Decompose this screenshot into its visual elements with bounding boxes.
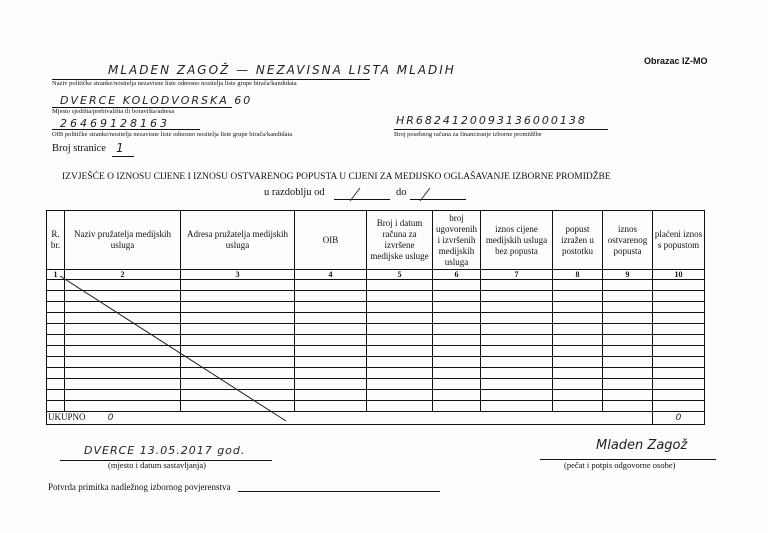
col-number: 9 xyxy=(603,270,653,280)
party-name-caption: Naziv političke stranke/nositelja nezavisne liste odnosno nositelja liste grupe birača/kandidata xyxy=(52,80,297,87)
col-header-discount-amount: iznos ostvarenog popusta xyxy=(603,211,653,270)
col-number: 5 xyxy=(367,270,433,280)
oib-value: 26469128163 xyxy=(60,117,170,130)
col-number: 10 xyxy=(653,270,705,280)
col-number: 4 xyxy=(295,270,367,280)
report-title: IZVJEŠĆE O IZNOSU CIJENE I IZNOSU OSTVARENOG POPUSTA U CIJENI ZA MEDIJSKO OGLAŠAVANJE IZBORNE PROMIDŽBE xyxy=(62,172,611,182)
col-number: 1 xyxy=(47,270,65,280)
oib-caption: OIB političke stranke/nositelja nezavisne liste odnosno nositelja liste grupe birača/kandidata xyxy=(52,131,293,138)
col-header-paid-amount: plaćeni iznos s popustom xyxy=(653,211,705,270)
place-date-value: DVERCE 13.05.2017 god. xyxy=(84,444,246,457)
table-strikethrough xyxy=(46,276,336,426)
address-caption: Mjesto sjedišta/prebivališta ili boravišta/adresa xyxy=(52,108,175,115)
form-code: Obrazac IZ-MO xyxy=(644,56,708,66)
ukupno-value: 0 xyxy=(107,413,114,423)
col-header-discount-percent: popust izražen u postotku xyxy=(553,211,603,270)
account-caption: Broj posebnog računa za financiranje izborne promidžbe xyxy=(394,131,542,138)
signature-caption: (pečat i potpis odgovorne osobe) xyxy=(564,460,676,470)
col-header-oib: OIB xyxy=(295,211,367,270)
receipt-label: Potvrda primitka nadležnog izbornog povjerenstva xyxy=(48,482,231,492)
place-date-caption: (mjesto i datum sastavljanja) xyxy=(108,460,206,470)
period-to-label: do xyxy=(396,187,407,198)
col-number: 2 xyxy=(65,270,181,280)
col-header-rbr: R. br. xyxy=(47,211,65,270)
col-number: 8 xyxy=(553,270,603,280)
page-count-value: 1 xyxy=(116,141,124,155)
page-count-label: Broj stranice xyxy=(52,143,106,154)
party-name-value: MLADEN ZAGOŽ — NEZAVISNA LISTA MLADIH xyxy=(108,63,456,77)
account-number-value: HR6824120093136000138 xyxy=(396,114,587,127)
col-number: 7 xyxy=(481,270,553,280)
period-strikethrough xyxy=(344,186,444,204)
col-header-provider-address: Adresa pružatelja medijskih usluga xyxy=(181,211,295,270)
ukupno-label: UKUPNO xyxy=(48,412,86,422)
signature: Mladen Zagož xyxy=(596,438,688,453)
paid-total-value: 0 xyxy=(653,412,705,425)
address-value: DVERCE KOLODVORSKA 60 xyxy=(60,94,253,107)
col-number: 3 xyxy=(181,270,295,280)
col-header-provider-name: Naziv pružatelja medijskih usluga xyxy=(65,211,181,270)
col-header-service-count: broj ugovorenih i izvršenih medijskih usluga xyxy=(433,211,481,270)
period-from-label: u razdoblju od xyxy=(264,187,325,198)
col-number: 6 xyxy=(433,270,481,280)
col-header-invoice: Broj i datum računa za izvršene medijske usluge xyxy=(367,211,433,270)
col-header-price: iznos cijene medijskih usluga bez popusta xyxy=(481,211,553,270)
